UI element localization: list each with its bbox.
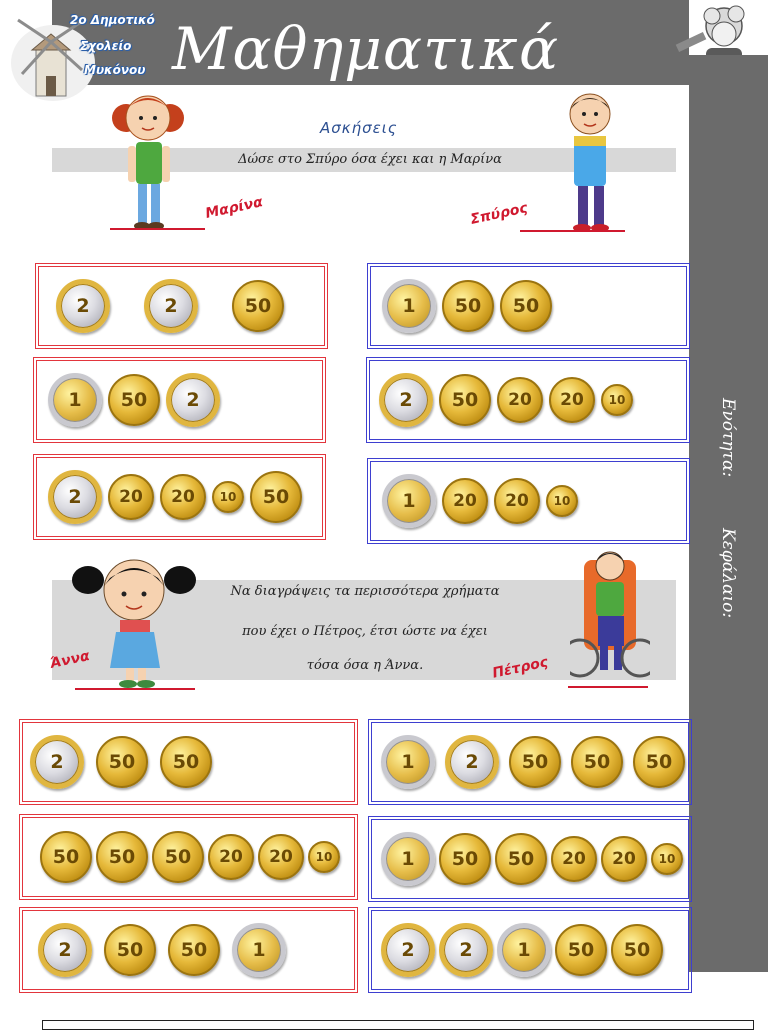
euro-20-cent-coin-icon: 20 (601, 836, 647, 882)
exercise-heading: Ασκήσεις (320, 119, 398, 137)
euro-2-coin-icon: 2 (144, 279, 198, 333)
euro-20-cent-coin-icon: 20 (208, 834, 254, 880)
euro-20-cent-coin-icon: 20 (497, 377, 543, 423)
euro-50-cent-coin-icon: 50 (168, 924, 220, 976)
euro-2-coin-icon: 2 (381, 923, 435, 977)
euro-2-coin-icon: 2 (38, 923, 92, 977)
euro-1-coin-icon: 1 (381, 832, 435, 886)
euro-2-coin-icon: 2 (56, 279, 110, 333)
boy-petros-wheelchair-icon (570, 546, 650, 691)
euro-50-cent-coin-icon: 50 (96, 736, 148, 788)
anna-underline (75, 688, 195, 690)
euro-1-coin-icon: 1 (497, 923, 551, 977)
euro-50-cent-coin-icon: 50 (500, 280, 552, 332)
unit-label: Ενότητα: (718, 398, 738, 478)
euro-50-cent-coin-icon: 50 (108, 374, 160, 426)
marina-underline (110, 228, 205, 230)
euro-2-coin-icon: 2 (379, 373, 433, 427)
euro-50-cent-coin-icon: 50 (633, 736, 685, 788)
euro-10-cent-coin-icon: 10 (651, 843, 683, 875)
instruction-text-1: Δώσε στο Σπύρο όσα έχει και η Μαρίνα (238, 152, 502, 167)
euro-50-cent-coin-icon: 50 (555, 924, 607, 976)
school-name-line2: Σχολείο (80, 39, 132, 53)
boy-spyros-icon (556, 90, 626, 235)
euro-20-cent-coin-icon: 20 (494, 478, 540, 524)
footer-frame (42, 1020, 754, 1030)
euro-20-cent-coin-icon: 20 (442, 478, 488, 524)
euro-50-cent-coin-icon: 50 (232, 280, 284, 332)
euro-50-cent-coin-icon: 50 (439, 374, 491, 426)
euro-2-coin-icon: 2 (166, 373, 220, 427)
euro-20-cent-coin-icon: 20 (549, 377, 595, 423)
euro-1-coin-icon: 1 (232, 923, 286, 977)
euro-2-coin-icon: 2 (439, 923, 493, 977)
petros-label: Πέτρος (490, 654, 550, 682)
instruction-text-2-line1: Να διαγράψεις τα περισσότερα χρήματα (230, 584, 500, 599)
spyros-label: Σπύρος (468, 200, 530, 228)
euro-50-cent-coin-icon: 50 (104, 924, 156, 976)
euro-50-cent-coin-icon: 50 (571, 736, 623, 788)
euro-50-cent-coin-icon: 50 (250, 471, 302, 523)
school-name-line1: 2ο Δημοτικό (70, 13, 155, 27)
euro-20-cent-coin-icon: 20 (160, 474, 206, 520)
euro-50-cent-coin-icon: 50 (160, 736, 212, 788)
euro-50-cent-coin-icon: 50 (40, 831, 92, 883)
chapter-label: Κεφάλαιο: (718, 528, 738, 619)
euro-50-cent-coin-icon: 50 (96, 831, 148, 883)
euro-50-cent-coin-icon: 50 (442, 280, 494, 332)
euro-10-cent-coin-icon: 10 (212, 481, 244, 513)
euro-1-coin-icon: 1 (48, 373, 102, 427)
euro-2-coin-icon: 2 (445, 735, 499, 789)
instruction-text-2-line3: τόσα όσα η Άννα. (306, 658, 424, 673)
euro-50-cent-coin-icon: 50 (611, 924, 663, 976)
euro-10-cent-coin-icon: 10 (546, 485, 578, 517)
euro-1-coin-icon: 1 (381, 735, 435, 789)
school-name-line3: Μυκόνου (84, 63, 146, 77)
euro-20-cent-coin-icon: 20 (551, 836, 597, 882)
euro-20-cent-coin-icon: 20 (108, 474, 154, 520)
euro-10-cent-coin-icon: 10 (601, 384, 633, 416)
girl-marina-icon (108, 88, 188, 233)
side-band (689, 55, 768, 972)
euro-1-coin-icon: 1 (382, 474, 436, 528)
girl-anna-icon (72, 556, 197, 691)
page-title: Μαθηματικά (172, 15, 560, 83)
instruction-text-2-line2: που έχει ο Πέτρος, έτσι ώστε να έχει (242, 624, 488, 639)
euro-50-cent-coin-icon: 50 (439, 833, 491, 885)
euro-1-coin-icon: 1 (382, 279, 436, 333)
marina-label: Μαρίνα (203, 194, 265, 222)
euro-50-cent-coin-icon: 50 (152, 831, 204, 883)
euro-50-cent-coin-icon: 50 (495, 833, 547, 885)
euro-50-cent-coin-icon: 50 (509, 736, 561, 788)
euro-2-coin-icon: 2 (30, 735, 84, 789)
anna-label: Άννα (48, 648, 92, 672)
spyros-underline (520, 230, 625, 232)
euro-2-coin-icon: 2 (48, 470, 102, 524)
euro-10-cent-coin-icon: 10 (308, 841, 340, 873)
euro-20-cent-coin-icon: 20 (258, 834, 304, 880)
petros-underline (568, 686, 648, 688)
